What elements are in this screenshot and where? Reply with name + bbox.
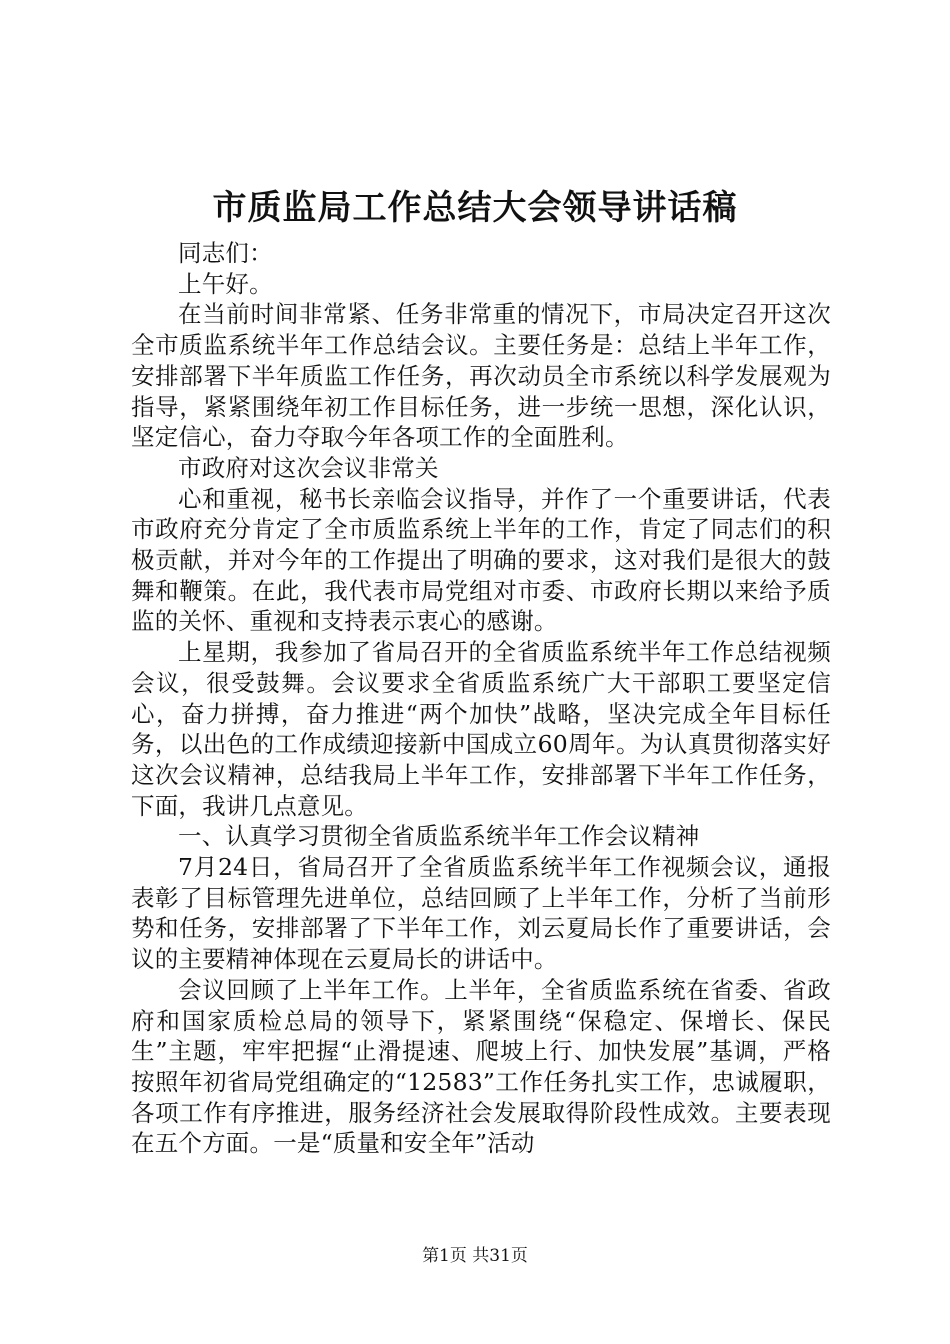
document-title: 市质监局工作总结大会领导讲话稿 [212, 188, 738, 228]
paragraph: 心和重视，秘书长亲临会议指导，并作了一个重要讲话，代表市政府充分肯定了全市质监系统上半年的工作，肯定了同志们的积极贡献，并对今年的工作提出了明确的要求，这对我们是很大的鼓舞和鞭策。在此，我代表市局党组对市委、市政府长期以来给予质监的关怀、重视和支持表示衷心的感谢。 [131, 484, 831, 636]
document-body [131, 238, 831, 1159]
paragraph: 上星期，我参加了省局召开的全省质监系统半年工作总结视频会议，很受鼓舞。会议要求全省质监系统广大干部职工要坚定信心，奋力拼搏，奋力推进“两个加快”战略，坚决完成全年目标任务，以出色的工作成绩迎接新中国成立60周年。为认真贯彻落实好这次会议精神，总结我局上半年工作，安排部署下半年工作任务，下面，我讲几点意见。 [131, 638, 831, 820]
paragraph: 7月24日，省局召开了全省质监系统半年工作视频会议，通报表彰了目标管理先进单位，总结回顾了上半年工作，分析了当前形势和任务，安排部署了下半年工作，刘云夏局长作了重要讲话，会议的主要精神体现在云夏局长的讲话中。 [131, 853, 831, 974]
paragraph: 市政府对这次会议非常关 [178, 453, 439, 482]
paragraph-greeting: 同志们： [178, 239, 273, 267]
paragraph-salutation: 上午好。 [178, 269, 273, 298]
page-number-footer: 第1页 共31页 [422, 1246, 528, 1266]
section-heading: 一、认真学习贯彻全省质监系统半年工作会议精神 [178, 822, 700, 851]
paragraph: 会议回顾了上半年工作。上半年，全省质监系统在省委、省政府和国家质检总局的领导下，紧紧围绕“保稳定、保增长、保民生”主题，牢牢把握“止滑提速、爬坡上行、加快发展”基调，严格按照年初省局党组确定的“12583”工作任务扎实工作，忠诚履职，各项工作有序推进，服务经济社会发展取得阶段性成效。主要表现在五个方面。一是“质量和安全年”活动 [131, 975, 831, 1158]
paragraph: 在当前时间非常紧、任务非常重的情况下，市局决定召开这次全市质监系统半年工作总结会议。主要任务是：总结上半年工作，安排部署下半年质监工作任务，再次动员全市系统以科学发展观为指导，紧紧围绕年初工作目标任务，进一步统一思想，深化认识，坚定信心，奋力夺取今年各项工作的全面胜利。 [131, 300, 831, 452]
